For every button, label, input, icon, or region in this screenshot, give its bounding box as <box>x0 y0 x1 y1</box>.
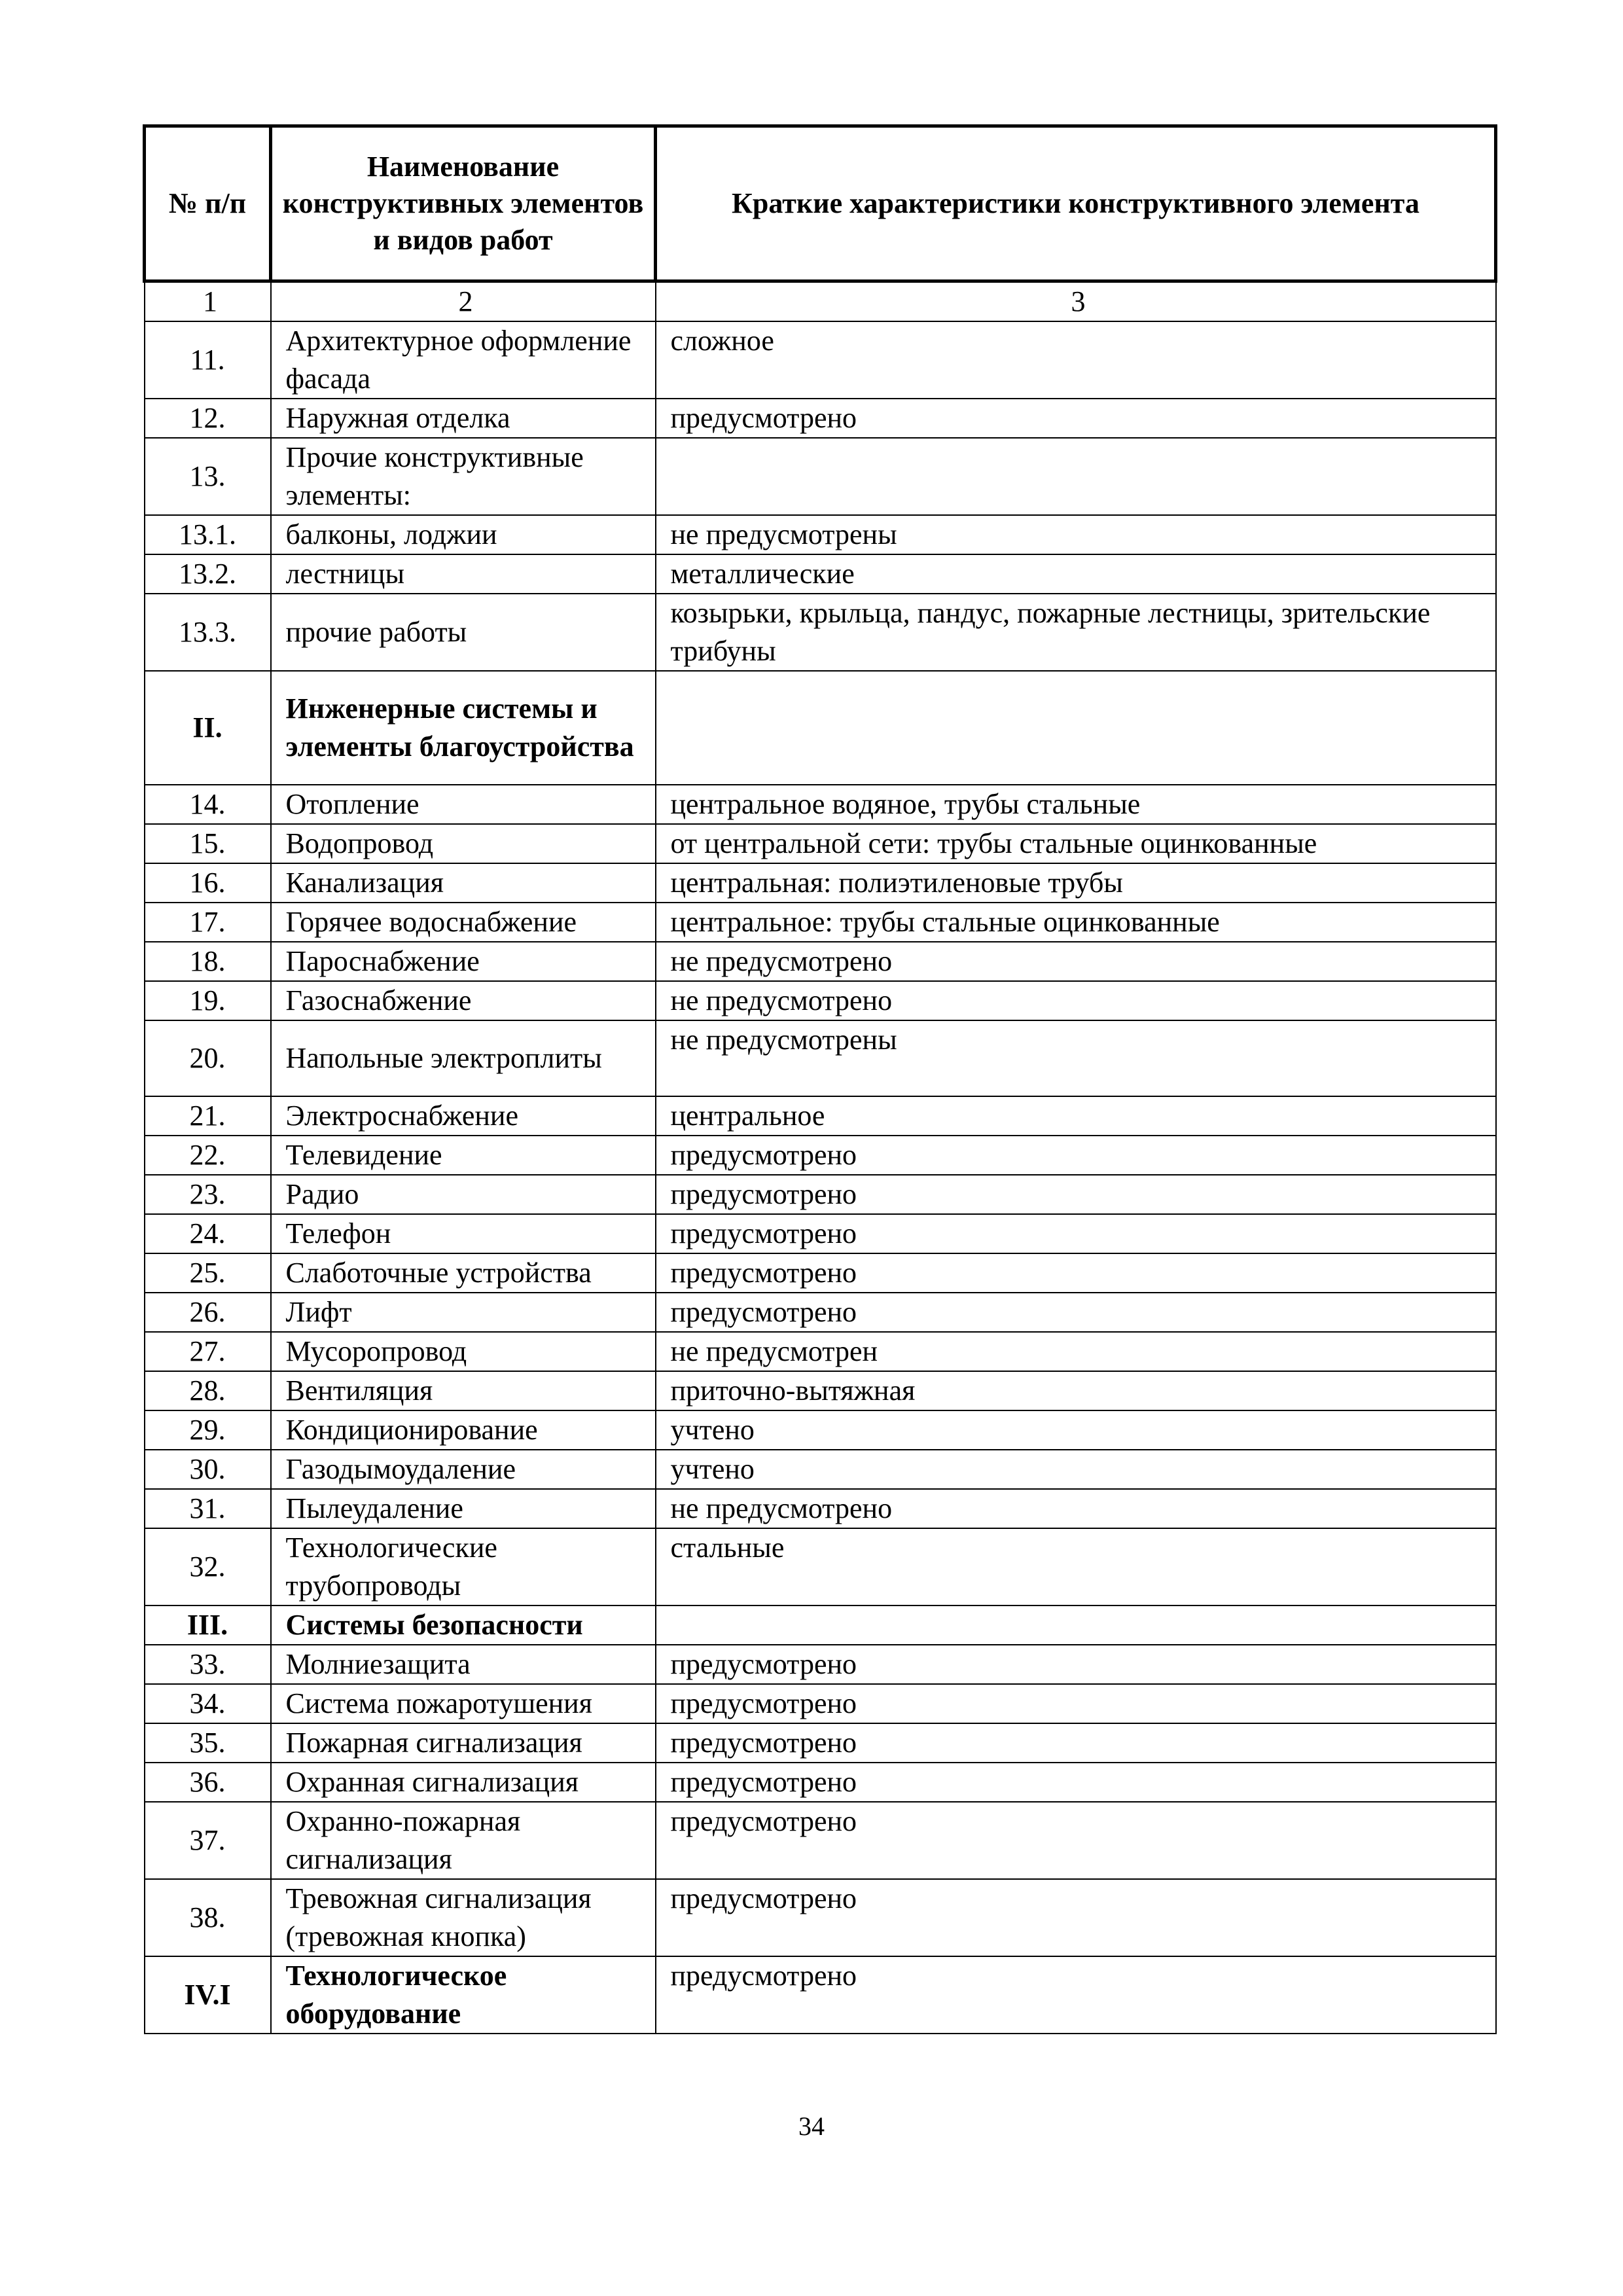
row-name: Кондиционирование <box>271 1410 656 1450</box>
table-row <box>145 1763 1496 1802</box>
row-number: 11. <box>145 321 271 399</box>
section-title: Системы безопасности <box>271 1605 656 1645</box>
row-number: 16. <box>145 863 271 903</box>
row-number: 15. <box>145 824 271 863</box>
row-description: предусмотрено <box>656 1175 1496 1214</box>
row-description: предусмотрено <box>656 1684 1496 1723</box>
row-number: 22. <box>145 1136 271 1175</box>
row-number: 37. <box>145 1802 271 1879</box>
row-name: Телевидение <box>271 1136 656 1175</box>
row-description: учтено <box>656 1450 1496 1489</box>
section-number: IV.I <box>145 1956 271 2034</box>
row-description: учтено <box>656 1410 1496 1450</box>
table-row <box>145 1214 1496 1253</box>
row-number: 12. <box>145 399 271 438</box>
row-name: Канализация <box>271 863 656 903</box>
row-name: балконы, лоджии <box>271 515 656 554</box>
row-description: не предусмотрено <box>656 1489 1496 1528</box>
table-row <box>145 1096 1496 1136</box>
row-number: 14. <box>145 785 271 824</box>
row-number: 35. <box>145 1723 271 1763</box>
row-number: 29. <box>145 1410 271 1450</box>
table-body <box>145 126 1496 2034</box>
row-number: 23. <box>145 1175 271 1214</box>
section-row <box>145 671 1496 785</box>
row-description: предусмотрено <box>656 1802 1496 1879</box>
row-name: Напольные электроплиты <box>271 1020 656 1096</box>
column-number: 3 <box>656 281 1496 322</box>
row-name: Мусоропровод <box>271 1332 656 1371</box>
row-number: 17. <box>145 903 271 942</box>
row-number: 30. <box>145 1450 271 1489</box>
row-name: Водопровод <box>271 824 656 863</box>
row-number: 13.2. <box>145 554 271 594</box>
row-description: не предусмотрено <box>656 942 1496 981</box>
row-name: Наружная отделка <box>271 399 656 438</box>
row-description: предусмотрено <box>656 1879 1496 1956</box>
row-description: предусмотрено <box>656 1136 1496 1175</box>
table-row <box>145 1684 1496 1723</box>
row-name: Газоснабжение <box>271 981 656 1020</box>
table-row <box>145 1175 1496 1214</box>
row-description: центральное: трубы стальные оцинкованные <box>656 903 1496 942</box>
row-description: металлические <box>656 554 1496 594</box>
row-name: Молниезащита <box>271 1645 656 1684</box>
row-name: Лифт <box>271 1293 656 1332</box>
header-element-name: Наименование конструктивных элементов и видов работ <box>271 126 656 281</box>
table-row <box>145 399 1496 438</box>
row-name: Газодымоудаление <box>271 1450 656 1489</box>
row-name: Технологические трубопроводы <box>271 1528 656 1605</box>
table-row <box>145 1723 1496 1763</box>
row-description: центральное <box>656 1096 1496 1136</box>
table-row <box>145 903 1496 942</box>
header-number: № п/п <box>145 126 271 281</box>
table-row <box>145 824 1496 863</box>
section-number: III. <box>145 1605 271 1645</box>
specification-table <box>143 124 1497 2034</box>
table-row <box>145 1450 1496 1489</box>
row-name: Электроснабжение <box>271 1096 656 1136</box>
table-row <box>145 1332 1496 1371</box>
header-characteristics: Краткие характеристики конструктивного элемента <box>656 126 1496 281</box>
row-name: Отопление <box>271 785 656 824</box>
row-number: 33. <box>145 1645 271 1684</box>
table-row <box>145 1293 1496 1332</box>
row-description: предусмотрено <box>656 1253 1496 1293</box>
row-number: 38. <box>145 1879 271 1956</box>
row-description: предусмотрено <box>656 1214 1496 1253</box>
row-description <box>656 671 1496 785</box>
row-name: Охранная сигнализация <box>271 1763 656 1802</box>
row-number: 34. <box>145 1684 271 1723</box>
table-row <box>145 1410 1496 1450</box>
section-title: Технологическое оборудование <box>271 1956 656 2034</box>
table-header-row <box>145 126 1496 281</box>
table-row <box>145 863 1496 903</box>
row-number: 32. <box>145 1528 271 1605</box>
row-number: 26. <box>145 1293 271 1332</box>
table-row <box>145 1371 1496 1410</box>
row-description: предусмотрено <box>656 1723 1496 1763</box>
row-description <box>656 438 1496 515</box>
section-row <box>145 1956 1496 2034</box>
page-number: 34 <box>798 2111 825 2141</box>
table-row <box>145 321 1496 399</box>
row-description: стальные <box>656 1528 1496 1605</box>
row-number: 31. <box>145 1489 271 1528</box>
row-number: 13.3. <box>145 594 271 671</box>
row-name: Система пожаротушения <box>271 1684 656 1723</box>
table-row <box>145 1879 1496 1956</box>
row-description <box>656 1605 1496 1645</box>
row-description: не предусмотрены <box>656 1020 1496 1096</box>
row-name: Тревожная сигнализация (тревожная кнопка) <box>271 1879 656 1956</box>
row-name: прочие работы <box>271 594 656 671</box>
row-name: Охранно-пожарная сигнализация <box>271 1802 656 1879</box>
row-description: не предусмотрено <box>656 981 1496 1020</box>
row-name: Вентиляция <box>271 1371 656 1410</box>
row-number: 13. <box>145 438 271 515</box>
column-number: 1 <box>145 281 271 322</box>
table-row <box>145 981 1496 1020</box>
table-row <box>145 1253 1496 1293</box>
table-row <box>145 942 1496 981</box>
row-description: предусмотрено <box>656 1956 1496 2034</box>
row-number: 25. <box>145 1253 271 1293</box>
row-description: не предусмотрены <box>656 515 1496 554</box>
row-description: сложное <box>656 321 1496 399</box>
table-row <box>145 515 1496 554</box>
row-description: предусмотрено <box>656 1763 1496 1802</box>
row-name: Горячее водоснабжение <box>271 903 656 942</box>
table-row <box>145 594 1496 671</box>
row-name: Телефон <box>271 1214 656 1253</box>
row-name: Пожарная сигнализация <box>271 1723 656 1763</box>
table-row <box>145 1020 1496 1096</box>
row-number: 28. <box>145 1371 271 1410</box>
table-row <box>145 785 1496 824</box>
row-description: предусмотрено <box>656 399 1496 438</box>
row-number: 27. <box>145 1332 271 1371</box>
row-name: Радио <box>271 1175 656 1214</box>
row-description: центральное водяное, трубы стальные <box>656 785 1496 824</box>
row-number: 20. <box>145 1020 271 1096</box>
table-row <box>145 554 1496 594</box>
table-row <box>145 1528 1496 1605</box>
row-description: предусмотрено <box>656 1293 1496 1332</box>
section-number: II. <box>145 671 271 785</box>
row-name: Пылеудаление <box>271 1489 656 1528</box>
row-number: 19. <box>145 981 271 1020</box>
table-row <box>145 1489 1496 1528</box>
row-name: Пароснабжение <box>271 942 656 981</box>
row-number: 24. <box>145 1214 271 1253</box>
row-description: предусмотрено <box>656 1645 1496 1684</box>
row-number: 21. <box>145 1096 271 1136</box>
row-description: от центральной сети: трубы стальные оцинкованные <box>656 824 1496 863</box>
table-row <box>145 1645 1496 1684</box>
table-row <box>145 1136 1496 1175</box>
row-name: Прочие конструктивные элементы: <box>271 438 656 515</box>
row-number: 13.1. <box>145 515 271 554</box>
row-description: козырьки, крыльца, пандус, пожарные лестницы, зрительские трибуны <box>656 594 1496 671</box>
column-number: 2 <box>271 281 656 322</box>
column-number-row <box>145 281 1496 322</box>
row-number: 36. <box>145 1763 271 1802</box>
table-row <box>145 1802 1496 1879</box>
row-description: приточно-вытяжная <box>656 1371 1496 1410</box>
row-number: 18. <box>145 942 271 981</box>
section-title: Инженерные системы и элементы благоустройства <box>271 671 656 785</box>
table-row <box>145 438 1496 515</box>
section-row <box>145 1605 1496 1645</box>
row-description: центральная: полиэтиленовые трубы <box>656 863 1496 903</box>
row-description: не предусмотрен <box>656 1332 1496 1371</box>
row-name: Архитектурное оформление фасада <box>271 321 656 399</box>
row-name: Слаботочные устройства <box>271 1253 656 1293</box>
row-name: лестницы <box>271 554 656 594</box>
